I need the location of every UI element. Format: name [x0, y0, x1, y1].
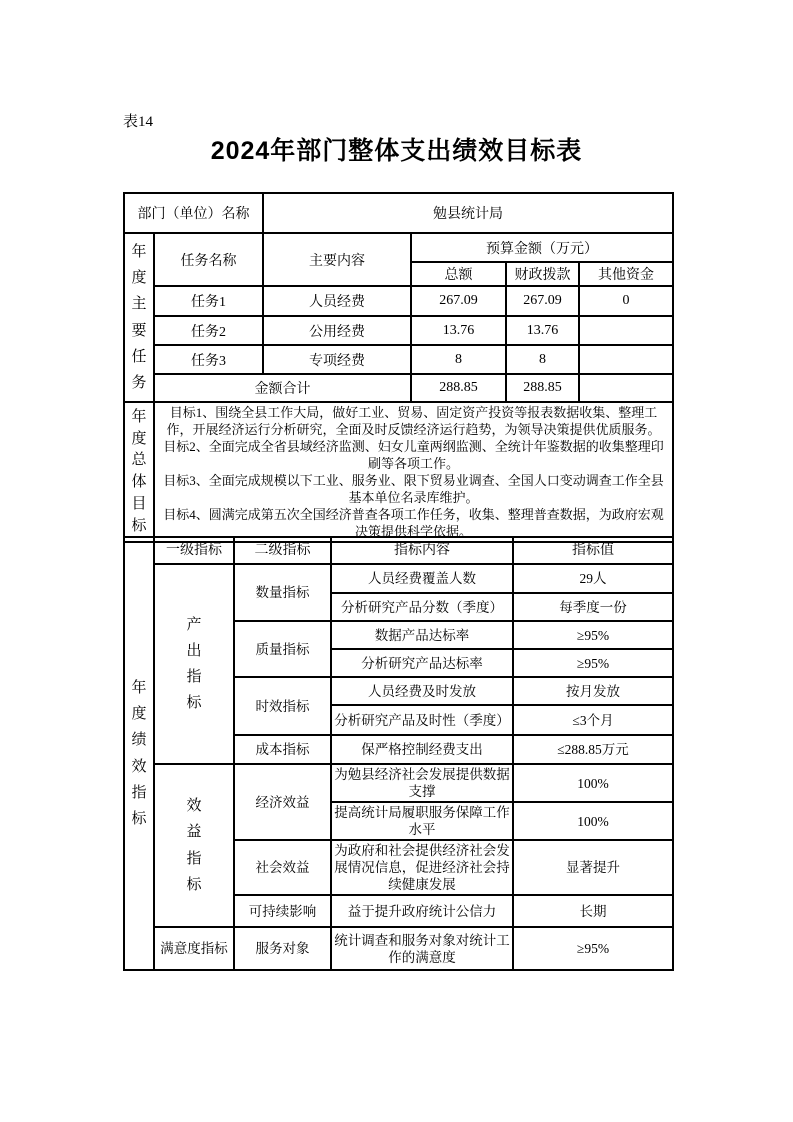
task2-name: 任务2 — [154, 316, 263, 345]
indicator-content: 益于提升政府统计公信力 — [331, 895, 513, 927]
col-header-level1: 一级指标 — [154, 537, 234, 564]
annual-indicators-row-header — [124, 537, 154, 970]
benefit-indicators-vertical-label: 效益指标 — [186, 798, 202, 893]
task1-fiscal: 267.09 — [506, 286, 579, 316]
indicator-content: 为政府和社会提供经济社会发展情况信息，促进经济社会持续健康发展 — [331, 840, 513, 895]
indicator-content: 为勉县经济社会发展提供数据支撑 — [331, 764, 513, 802]
task2-fiscal: 13.76 — [506, 316, 579, 345]
col-header-content: 指标内容 — [331, 537, 513, 564]
indicator-row — [124, 927, 673, 970]
task2-total: 13.76 — [411, 316, 506, 345]
annual-goals-text — [154, 402, 673, 542]
level1-output-indicators — [154, 564, 234, 764]
level2-sustainability: 可持续影响 — [234, 895, 331, 927]
indicator-value: 100% — [513, 764, 673, 802]
col-header-total: 总额 — [411, 262, 506, 286]
level2-service-target: 服务对象 — [234, 927, 331, 970]
annual-goals-row — [124, 402, 673, 542]
total-row-label: 金额合计 — [154, 374, 411, 402]
indicator-content: 人员经费覆盖人数 — [331, 564, 513, 593]
department-row — [124, 193, 673, 233]
total-row-total: 288.85 — [411, 374, 506, 402]
department-name-label: 部门（单位）名称 — [124, 193, 263, 233]
indicator-header-row — [124, 537, 673, 564]
annual-goals-row-header — [124, 402, 154, 542]
indicator-value: 29人 — [513, 564, 673, 593]
goal-1: 目标1、围绕全县工作大局，做好工业、贸易、固定资产投资等报表数据收集、整理工作，开展经济运行分析研究，全面及时反馈经济运行趋势，为领导决策提供优质服务。 — [166, 405, 661, 437]
annual-indicators-vertical-label: 年度绩效指标 — [131, 679, 147, 827]
col-header-task-name: 任务名称 — [154, 233, 263, 286]
col-header-budget-group: 预算金额（万元） — [411, 233, 673, 262]
table-row — [124, 316, 673, 345]
task1-name: 任务1 — [154, 286, 263, 316]
indicator-row — [124, 764, 673, 802]
output-indicators-vertical-label: 产出指标 — [186, 616, 202, 712]
level2-social-benefit: 社会效益 — [234, 840, 331, 895]
task1-total: 267.09 — [411, 286, 506, 316]
department-name-value: 勉县统计局 — [263, 193, 673, 233]
indicator-content: 保严格控制经费支出 — [331, 735, 513, 764]
indicator-content: 统计调查和服务对象对统计工作的满意度 — [331, 927, 513, 970]
annual-tasks-row-header — [124, 233, 154, 402]
indicator-content: 数据产品达标率 — [331, 621, 513, 649]
level1-satisfaction-indicators: 满意度指标 — [154, 927, 234, 970]
indicator-value: 100% — [513, 802, 673, 840]
total-row-fiscal: 288.85 — [506, 374, 579, 402]
col-header-level2: 二级指标 — [234, 537, 331, 564]
task2-other — [579, 316, 673, 345]
table-row — [124, 286, 673, 316]
level2-quality: 质量指标 — [234, 621, 331, 677]
indicator-value: ≤288.85万元 — [513, 735, 673, 764]
goal-3: 目标3、全面完成规模以下工业、服务业、限下贸易业调查、全国人口变动调查工作全县基本单位名录库维护。 — [163, 473, 664, 505]
table-number-label: 表14 — [123, 114, 154, 130]
level2-timeliness: 时效指标 — [234, 677, 331, 735]
col-header-main-content: 主要内容 — [263, 233, 411, 286]
indicator-value: 按月发放 — [513, 677, 673, 705]
total-row — [124, 374, 673, 402]
performance-indicator-table — [123, 536, 674, 971]
task1-content: 人员经费 — [263, 286, 411, 316]
task-header-row-1 — [124, 233, 673, 262]
indicator-content: 人员经费及时发放 — [331, 677, 513, 705]
indicator-value: 每季度一份 — [513, 593, 673, 621]
indicator-value: ≤3个月 — [513, 705, 673, 735]
indicator-value: 显著提升 — [513, 840, 673, 895]
goal-4: 目标4、圆满完成第五次全国经济普查各项工作任务，收集、整理普查数据，为政府宏观决策提供科学依据。 — [163, 507, 664, 539]
indicator-value: ≥95% — [513, 649, 673, 677]
indicator-row — [124, 564, 673, 593]
indicator-value: ≥95% — [513, 621, 673, 649]
indicator-content: 分析研究产品达标率 — [331, 649, 513, 677]
col-header-value: 指标值 — [513, 537, 673, 564]
level2-cost: 成本指标 — [234, 735, 331, 764]
total-row-other — [579, 374, 673, 402]
col-header-fiscal: 财政拨款 — [506, 262, 579, 286]
indicator-value: ≥95% — [513, 927, 673, 970]
task3-name: 任务3 — [154, 345, 263, 374]
indicator-content: 分析研究产品分数（季度） — [331, 593, 513, 621]
indicator-content: 提高统计局履职服务保障工作水平 — [331, 802, 513, 840]
level1-benefit-indicators — [154, 764, 234, 927]
goal-2: 目标2、全面完成全省县域经济监测、妇女儿童两纲监测、全统计年鉴数据的收集整理印刷等各项工作。 — [163, 439, 664, 471]
indicator-value: 长期 — [513, 895, 673, 927]
page-title: 2024年部门整体支出绩效目标表 — [210, 137, 583, 165]
annual-goals-vertical-label: 年度总体目标 — [131, 408, 147, 534]
level2-quantity: 数量指标 — [234, 564, 331, 621]
task3-total: 8 — [411, 345, 506, 374]
indicator-content: 分析研究产品及时性（季度） — [331, 705, 513, 735]
level2-economic-benefit: 经济效益 — [234, 764, 331, 840]
task3-fiscal: 8 — [506, 345, 579, 374]
budget-task-table — [123, 192, 674, 543]
task2-content: 公用经费 — [263, 316, 411, 345]
col-header-other: 其他资金 — [579, 262, 673, 286]
table-row — [124, 345, 673, 374]
task1-other: 0 — [579, 286, 673, 316]
task3-content: 专项经费 — [263, 345, 411, 374]
task3-other — [579, 345, 673, 374]
annual-tasks-vertical-label: 年度主要任务 — [131, 243, 147, 391]
